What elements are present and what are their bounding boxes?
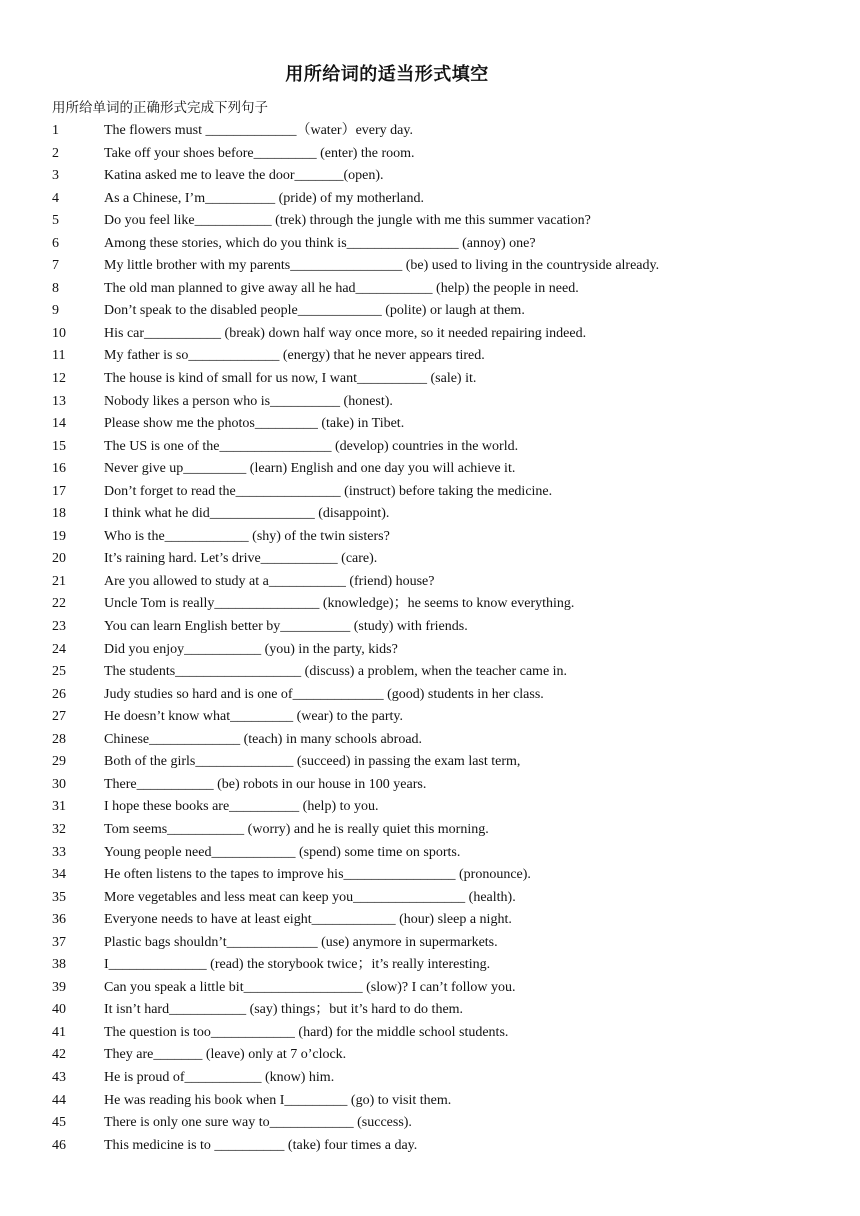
worksheet-title: 用所给词的适当形式填空 — [285, 64, 489, 85]
exercise-sentence: My little brother with my parents________________ (be) used to living in the countryside already. — [104, 258, 660, 274]
exercise-number: 31 — [52, 799, 66, 815]
exercise-number: 30 — [52, 776, 66, 792]
exercise-item — [0, 413, 860, 436]
exercise-sentence: The house is kind of small for us now, I want__________ (sale) it. — [104, 371, 477, 387]
exercise-sentence: They are_______ (leave) only at 7 o’clock. — [104, 1047, 347, 1063]
exercise-item — [0, 751, 860, 774]
exercise-sentence: The old man planned to give away all he had___________ (help) the people in need. — [104, 280, 579, 296]
exercise-number: 33 — [52, 844, 66, 860]
exercise-item — [0, 210, 860, 233]
exercise-number: 14 — [52, 416, 66, 432]
exercise-number: 6 — [52, 235, 59, 251]
exercise-item — [0, 977, 860, 1000]
exercise-number: 20 — [52, 551, 66, 567]
exercise-sentence: He doesn’t know what_________ (wear) to the party. — [104, 709, 403, 725]
exercise-sentence: Nobody likes a person who is__________ (honest). — [104, 393, 393, 409]
exercise-number: 45 — [52, 1115, 66, 1131]
exercise-item — [0, 255, 860, 278]
exercise-sentence: Never give up_________ (learn) English and one day you will achieve it. — [104, 461, 516, 477]
exercise-item — [0, 571, 860, 594]
exercise-sentence: Are you allowed to study at a___________ (friend) house? — [104, 573, 435, 589]
exercise-item — [0, 300, 860, 323]
exercise-item — [0, 233, 860, 256]
exercise-number: 34 — [52, 867, 66, 883]
exercise-item — [0, 796, 860, 819]
exercise-item — [0, 1135, 860, 1158]
exercise-sentence: Katina asked me to leave the door_______(open). — [104, 168, 384, 184]
exercise-number: 27 — [52, 709, 66, 725]
exercise-number: 28 — [52, 731, 66, 747]
exercise-number: 9 — [52, 303, 59, 319]
exercise-sentence: Who is the____________ (shy) of the twin sisters? — [104, 528, 390, 544]
exercise-item — [0, 278, 860, 301]
exercise-number: 24 — [52, 641, 66, 657]
exercise-item — [0, 436, 860, 459]
exercise-number: 22 — [52, 596, 66, 612]
exercise-number: 8 — [52, 280, 59, 296]
exercise-item — [0, 729, 860, 752]
exercise-item — [0, 345, 860, 368]
exercise-sentence: Do you feel like___________ (trek) through the jungle with me this summer vacation? — [104, 213, 591, 229]
exercise-sentence: Uncle Tom is really_______________ (knowledge)；he seems to know everything. — [104, 596, 575, 612]
exercise-number: 23 — [52, 619, 66, 635]
exercise-item — [0, 165, 860, 188]
exercise-number: 35 — [52, 889, 66, 905]
exercise-sentence: Plastic bags shouldn’t_____________ (use) anymore in supermarkets. — [104, 934, 498, 950]
exercise-sentence: The students__________________ (discuss) a problem, when the teacher came in. — [104, 664, 568, 680]
exercise-number: 2 — [52, 145, 59, 161]
exercise-number: 46 — [52, 1137, 66, 1153]
exercise-item — [0, 368, 860, 391]
exercise-sentence: The flowers must _____________（water）every day. — [104, 123, 413, 138]
exercise-number: 41 — [52, 1024, 66, 1040]
exercise-sentence: There___________ (be) robots in our house in 100 years. — [104, 776, 427, 792]
exercise-number: 29 — [52, 754, 66, 770]
exercise-sentence: Both of the girls______________ (succeed) in passing the exam last term, — [104, 754, 521, 770]
exercise-number: 10 — [52, 325, 66, 341]
exercise-item — [0, 819, 860, 842]
exercise-number: 42 — [52, 1047, 66, 1063]
exercise-item — [0, 864, 860, 887]
exercise-number: 26 — [52, 686, 66, 702]
exercise-list — [0, 120, 860, 1157]
exercise-sentence: Don’t forget to read the_______________ (instruct) before taking the medicine. — [104, 483, 553, 499]
exercise-number: 15 — [52, 438, 66, 454]
exercise-item — [0, 684, 860, 707]
exercise-sentence: Please show me the photos_________ (take) in Tibet. — [104, 416, 405, 432]
exercise-sentence: The US is one of the________________ (develop) countries in the world. — [104, 438, 519, 454]
exercise-item — [0, 458, 860, 481]
worksheet-instructions: 用所给单词的正确形式完成下列句子 — [52, 100, 268, 116]
exercise-item — [0, 1022, 860, 1045]
exercise-item — [0, 909, 860, 932]
exercise-item — [0, 526, 860, 549]
exercise-number: 13 — [52, 393, 66, 409]
exercise-number: 44 — [52, 1092, 66, 1108]
exercise-item — [0, 616, 860, 639]
exercise-sentence: There is only one sure way to____________ (success). — [104, 1115, 412, 1131]
exercise-sentence: He was reading his book when I_________ (go) to visit them. — [104, 1092, 452, 1108]
exercise-sentence: Everyone needs to have at least eight____________ (hour) sleep a night. — [104, 912, 512, 928]
exercise-number: 39 — [52, 979, 66, 995]
exercise-number: 5 — [52, 213, 59, 229]
exercise-sentence: This medicine is to __________ (take) four times a day. — [104, 1137, 418, 1153]
exercise-sentence: He often listens to the tapes to improve his________________ (pronounce). — [104, 867, 531, 883]
exercise-sentence: Don’t speak to the disabled people____________ (polite) or laugh at them. — [104, 303, 525, 319]
exercise-number: 36 — [52, 912, 66, 928]
exercise-sentence: I hope these books are__________ (help) to you. — [104, 799, 379, 815]
exercise-item — [0, 143, 860, 166]
exercise-number: 12 — [52, 371, 66, 387]
exercise-item — [0, 188, 860, 211]
exercise-sentence: I think what he did_______________ (disappoint). — [104, 506, 390, 522]
exercise-number: 17 — [52, 483, 66, 499]
exercise-number: 21 — [52, 573, 66, 589]
exercise-item — [0, 548, 860, 571]
exercise-sentence: It’s raining hard. Let’s drive___________ (care). — [104, 551, 378, 567]
exercise-number: 37 — [52, 934, 66, 950]
exercise-number: 16 — [52, 461, 66, 477]
exercise-number: 1 — [52, 123, 59, 138]
exercise-item — [0, 842, 860, 865]
exercise-sentence: Young people need____________ (spend) some time on sports. — [104, 844, 461, 860]
exercise-number: 25 — [52, 664, 66, 680]
exercise-item — [0, 639, 860, 662]
exercise-sentence: More vegetables and less meat can keep you________________ (health). — [104, 889, 516, 905]
exercise-number: 3 — [52, 168, 59, 184]
exercise-item — [0, 120, 860, 143]
exercise-sentence: Among these stories, which do you think is________________ (annoy) one? — [104, 235, 536, 251]
exercise-number: 32 — [52, 821, 66, 837]
exercise-number: 4 — [52, 190, 59, 206]
exercise-item — [0, 1044, 860, 1067]
exercise-item — [0, 1112, 860, 1135]
exercise-sentence: I______________ (read) the storybook twice；it’s really interesting. — [104, 957, 491, 973]
exercise-sentence: Judy studies so hard and is one of_____________ (good) students in her class. — [104, 686, 544, 702]
exercise-sentence: Tom seems___________ (worry) and he is really quiet this morning. — [104, 821, 489, 837]
exercise-sentence: Chinese_____________ (teach) in many schools abroad. — [104, 731, 423, 747]
exercise-item — [0, 391, 860, 414]
exercise-number: 38 — [52, 957, 66, 973]
exercise-number: 11 — [52, 348, 66, 364]
exercise-sentence: He is proud of___________ (know) him. — [104, 1069, 335, 1085]
exercise-item — [0, 774, 860, 797]
exercise-number: 19 — [52, 528, 66, 544]
exercise-sentence: Can you speak a little bit_________________ (slow)? I can’t follow you. — [104, 979, 516, 995]
exercise-item — [0, 1090, 860, 1113]
exercise-sentence: His car___________ (break) down half way once more, so it needed repairing indeed. — [104, 325, 587, 341]
exercise-sentence: As a Chinese, I’m__________ (pride) of my motherland. — [104, 190, 424, 206]
exercise-number: 40 — [52, 1002, 66, 1018]
exercise-item — [0, 593, 860, 616]
exercise-item — [0, 323, 860, 346]
exercise-sentence: It isn’t hard___________ (say) things；but it’s hard to do them. — [104, 1002, 464, 1018]
exercise-sentence: My father is so_____________ (energy) that he never appears tired. — [104, 348, 485, 364]
exercise-number: 43 — [52, 1069, 66, 1085]
exercise-sentence: Take off your shoes before_________ (enter) the room. — [104, 145, 415, 161]
exercise-sentence: The question is too____________ (hard) for the middle school students. — [104, 1024, 509, 1040]
exercise-item — [0, 954, 860, 977]
exercise-number: 18 — [52, 506, 66, 522]
exercise-item — [0, 999, 860, 1022]
exercise-sentence: You can learn English better by__________ (study) with friends. — [104, 619, 468, 635]
exercise-item — [0, 932, 860, 955]
exercise-item — [0, 503, 860, 526]
exercise-item — [0, 887, 860, 910]
exercise-sentence: Did you enjoy___________ (you) in the party, kids? — [104, 641, 398, 657]
exercise-item — [0, 1067, 860, 1090]
exercise-item — [0, 481, 860, 504]
exercise-item — [0, 706, 860, 729]
exercise-item — [0, 661, 860, 684]
exercise-number: 7 — [52, 258, 59, 274]
